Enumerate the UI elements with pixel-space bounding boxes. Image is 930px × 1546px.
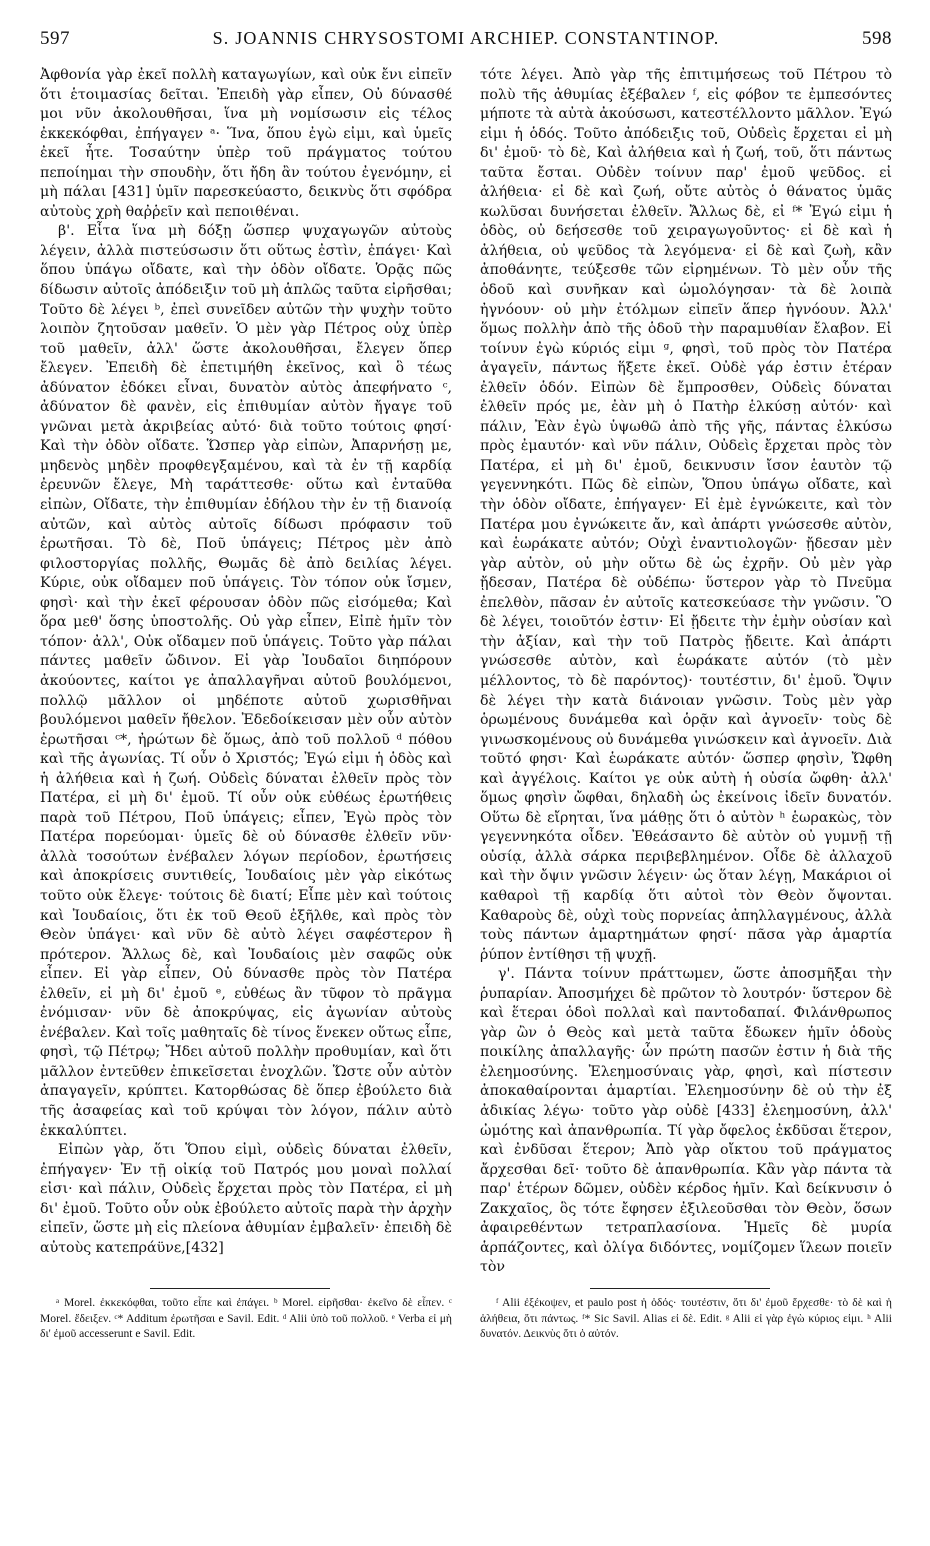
- footnote-text-right: ᶠ Alii ἐξέκοψεν, et paulo post ἡ ὁδός· τουτέστιν, ὅτι δι' ἐμοῦ ἔρχεσθε· τὸ δὲ καὶ ἡ ἀλήθεια, ὅτι πάντως. ᶠ* Sic Savil. Alias εἰ δὲ. Edit. ᵍ Alii εἰ γὰρ ἐγὼ κύριος εἰμι. ʰ Alii δυνατόν. Δεικνὺς ὅτι ὁ αὐτόν.: [480, 1296, 892, 1340]
- paragraph: γ'. Πάντα τοίνυν πράττωμεν, ὥστε ἀποσμῆξαι τὴν ῥυπαρίαν. Ἀποσμήχει δὲ πρῶτον τὸ λουτρόν· ὕστερον δὲ καὶ ἕτεραι ὁδοὶ πολλαὶ καὶ παντοδαπαί. Φιλάνθρωπος γὰρ ὢν ὁ Θεὸς καὶ μετὰ ταῦτα ἔδωκεν ἡμῖν ὁδοὺς ποικίλης ἀπαλλαγῆς· ὧν πρώτη πασῶν ἐστιν ἡ διὰ τῆς ἐλεημοσύνης. Ἐλεημοσύναις γὰρ, φησὶ, καὶ πίστεσιν ἀποκαθαίρονται ἁμαρτίαι. Ἐλεημοσύνην δὲ οὐ τὴν ἐξ ἀδικίας λέγω· τοῦτο γὰρ οὐδὲ [433] ἐλεημοσύνη, ἀλλ' ὠμότης καὶ ἀπανθρωπία. Τί γὰρ ὄφελος ἐκδῦσαι ἕτερον, καὶ ἐνδῦσαι ἕτερον; Ἀπὸ γὰρ οἴκτου τοῦ πράγματος ἄρχεσθαι δεῖ· τοῦτο δὲ ἀπανθρωπία. Κἂν γὰρ πάντα τὰ παρ' ἑτέρων δῶμεν, οὐδὲν κέρδος ἡμῖν. Καὶ δείκνυσιν ὁ Ζακχαῖος, ὃς τότε ἔφησεν ἐξιλεοῦσθαι τὸν Θεὸν, ὅσων ἀφαιρεθέντων τετραπλασίονα. Ἡμεῖς δὲ μυρία ἁρπάζοντες, καὶ ὀλίγα διδόντες, νομίζομεν ἵλεων ποιεῖν τὸν: [480, 966, 892, 1276]
- paragraph: τότε λέγει. Ἀπὸ γὰρ τῆς ἐπιτιμήσεως τοῦ Πέτρου τὸ πολὺ τῆς ἀθυμίας ἐξέβαλεν ᶠ, εἰς φόβον τε ἐμπεσόντες μήποτε τὰ αὐτὰ ἀκούσωσι, κατεστέλλοντο μᾶλλον. Ἐγώ εἰμι ἡ ὁδός. Τοῦτο ἀπόδειξις τοῦ, Οὐδεὶς ἔρχεται εἰ μὴ δι' ἐμοῦ· τὸ δὲ, Καὶ ἀλήθεια καὶ ἡ ζωή, τοῦ, ὅτι πάντως ταῦτα ἔσται. Οὐδὲν τοίνυν παρ' ἐμοῦ ψεῦδος. εἰ ἀλήθεια· εἰ δὲ καὶ ζωή, οὔτε αὐτὸς ὁ θάνατος ὑμᾶς κωλῦσαι δυνήσεται ἐλθεῖν. Ἄλλως δὲ, εἰ ᶠ* Ἐγώ εἰμι ἡ ὁδὸς, οὐ δεήσεσθε τοῦ χειραγωγοῦντος· εἰ δὲ καὶ ἡ ἀλήθεια, οὐ ψεῦδος τὰ λεγόμενα· εἰ δὲ καὶ ζωὴ, κἂν ἀποθάνητε, τεύξεσθε τῶν εἰρημένων. Τὸ μὲν οὖν τῆς ὁδοῦ καὶ συνῆκαν καὶ ὡμολόγησαν· τὰ δὲ λοιπὰ ἠγνόουν· οὐ μὴν ἐτόλμων εἰπεῖν ἅπερ ἠγνόουν. Ἀλλ' ὅμως πολλὴν ἀπὸ τῆς ὁδοῦ τὴν παραμυθίαν ἔλαβον. Εἰ τοίνυν ἐγὼ κύριός εἰμι ᵍ, φησὶ, τοῦ πρὸς τὸν Πατέρα ἀγαγεῖν, πάντως ἥξετε ἐκεῖ. Οὐδὲ γάρ ἐστιν ἑτέραν ἐλθεῖν ὁδόν. Εἰπὼν δὲ ἔμπροσθεν, Οὐδεὶς δύναται ἐλθεῖν πρός με, ἐὰν μὴ ὁ Πατὴρ ἑλκύσῃ αὐτόν· καὶ πάλιν, Ἐὰν ἐγὼ ὑψωθῶ ἀπὸ τῆς γῆς, πάντας ἑλκύσω πρὸς ἐμαυτόν· καὶ νῦν πάλιν, Οὐδεὶς ἔρχεται πρὸς τὸν Πατέρα, εἰ μὴ δι' ἐμοῦ, δεικνυσιν ἴσον ἑαυτὸν τῷ γεγεννηκότι. Πῶς δὲ εἰπὼν, Ὅπου ὑπάγω οἴδατε, καὶ τὴν ὁδὸν οἴδατε, ἐπήγαγεν· Εἰ ἐμὲ ἐγνώκειτε, καὶ τὸν Πατέρα μου ἐγνώκειτε ἄν, καὶ ἀπάρτι γνώσεσθε αὐτὸν, καὶ ἑωράκατε αὐτόν; Οὐχὶ ἐναντιολογῶν· ᾔδεσαν μὲν γὰρ αὐτὸν, οὐ μὴν οὕτω δὲ ὡς ἐχρῆν. Οὐ μὲν γὰρ ᾔδεσαν, Πατέρα δὲ οὐδέπω· ὕστερον γὰρ τὸ Πνεῦμα ἐπελθὸν, πᾶσαν ἐν αὐτοῖς κατεσκεύασε τὴν γνῶσιν. Ὃ δὲ λέγει, τοιοῦτόν ἐστιν· Εἰ ᾔδειτε τὴν ἐμὴν οὐσίαν καὶ τὴν ἀξίαν, καὶ τὴν τοῦ Πατρὸς ᾔδειτε. Καὶ ἀπάρτι γνώσεσθε αὐτὸν, καὶ ἑωράκατε αὐτόν (τὸ μὲν μέλλοντος, τὸ δὲ παρόντος)· τουτέστιν, δι' ἐμοῦ. Ὄψιν δὲ λέγει τὴν κατὰ διάνοιαν γνῶσιν. Τοὺς μὲν γὰρ ὁρωμένους δυνάμεθα καὶ ὁρᾷν καὶ ἀγνοεῖν· τοὺς δὲ γινωσκομένους οὐ δυνάμεθα γινώσκειν καὶ ἀγνοεῖν. Διὰ τοῦτό φησι· Καὶ ἑωράκατε αὐτόν· ὥσπερ φησὶν, Ὤφθη καὶ ἀγγέλοις. Καίτοι γε οὐκ αὐτὴ ἡ οὐσία ὤφθη· ἀλλ' ὅμως φησὶν ὤφθαι, δηλαδὴ ὡς ἐκείνοις ἰδεῖν δυνατόν. Οὕτω δὲ εἴρηται, ἵνα μάθῃς ὅτι ὁ αὐτὸν ʰ ἑωρακὼς, τὸν γεγεννηκότα οἶδεν. Ἐθεάσαντο δὲ αὐτὸν οὐ γυμνῇ τῇ οὐσίᾳ, ἀλλὰ σάρκα περιβεβλημένον. Οἶδε δὲ ἀλλαχοῦ καὶ τὴν ὄψιν γνῶσιν λέγειν· ὡς ὅταν λέγῃ, Μακάριοι οἱ καθαροὶ τῇ καρδίᾳ ὅτι αὐτοὶ τὸν Θεὸν ὄψονται. Καθαροὺς δὲ, οὐχὶ τοὺς πορνείας ἀπηλλαγμένους, ἀλλὰ τοὺς πάντων ἁμαρτημάτων φησί· πᾶσα γὰρ ἁμαρτία ῥύπον ἐντίθησι τῇ ψυχῇ.: [480, 67, 892, 963]
- footnote-rule-left: [150, 1288, 330, 1289]
- footnotes: [40, 1276, 892, 1342]
- footnote-rule-right: [590, 1288, 770, 1289]
- page-number-left: 597: [40, 28, 70, 49]
- footnotes-left: [40, 1276, 452, 1342]
- left-column: [40, 66, 452, 1276]
- paragraph: Εἰπὼν γὰρ, ὅτι Ὅπου εἰμὶ, οὐδεὶς δύναται ἐλθεῖν, ἐπήγαγεν· Ἐν τῇ οἰκίᾳ τοῦ Πατρός μου μοναὶ πολλαί εἰσι· καὶ πάλιν, Οὐδεὶς ἔρχεται πρὸς τὸν Πατέρα, εἰ μὴ δι' ἐμοῦ. Τοῦτο οὖν οὐκ ἐβούλετο αὐτοῖς παρὰ τὴν ἀρχὴν εἰπεῖν, ὥστε μὴ εἰς πλείονα ἀθυμίαν ἐμβαλεῖν· ἐπειδὴ δὲ αὐτοὺς κατεπράϋνε,[432]: [40, 1142, 452, 1256]
- right-column: [480, 66, 892, 1276]
- footnote-text-left: ᵃ Morel. ἐκκεκόφθαι, τοῦτο εἶπε καὶ ἐπάγει. ᵇ Morel. εἰρῆσθαι· ἐκεῖνο δὲ εἶπεν. ᶜ Morel. ἔδειξεν. ᶜ* Additum ἐρωτῆσαι e Savil. Edit. ᵈ Alii ὑπὸ τοῦ πολλοῦ. ᵉ Verba εἰ μὴ δι' ἐμοῦ accesserunt e Savil. Edit.: [40, 1296, 452, 1340]
- text-columns: [40, 66, 892, 1276]
- footnotes-right: [480, 1276, 892, 1342]
- paragraph: β'. Εἶτα ἵνα μὴ δόξῃ ὥσπερ ψυχαγωγῶν αὐτοὺς λέγειν, ἀλλὰ πιστεύσωσιν ὅτι οὕτως ἐστὶν, ἐπάγει· Καὶ ὅπου ὑπάγω οἴδατε, καὶ τὴν ὁδὸν οἴδατε. Ὁρᾷς πῶς δίδωσιν αὐτοῖς ἀπόδειξιν τοῦ μὴ ἁπλῶς ταῦτα εἰρῆσθαι; Τοῦτο δὲ λέγει ᵇ, ἐπεὶ συνεῖδεν αὐτῶν τὴν ψυχὴν τοῦτο λοιπὸν ζητοῦσαν μαθεῖν. Ὁ μὲν γὰρ Πέτρος οὐχ ὑπὲρ τοῦ μαθεῖν, ἀλλ' ὥστε ἀκολουθῆσαι, ἔλεγεν ὅπερ ἔλεγεν. Ἐπειδὴ δὲ ἐπετιμήθη ἐκεῖνος, καὶ ὃ τέως ἀδύνατον ἐδόκει εἶναι, δυνατὸν αὐτὸς ἀπεφήνατο ᶜ, ἀδύνατον δὲ φανὲν, εἰς ἐπιθυμίαν αὐτὸν ἤγαγε τοῦ γνῶναι μετὰ ἀκριβείας αὐτό· διὰ τοῦτο τούτοις φησί· Καὶ τὴν ὁδὸν οἴδατε. Ὥσπερ γὰρ εἰπὼν, Ἀπαρνήσῃ με, μηδενὸς μηδὲν προφθεγξαμένου, καὶ τὰ ἐν τῇ καρδίᾳ ἐρευνῶν ἔλεγε, Μὴ ταράττεσθε· οὕτω καὶ ἐνταῦθα εἰπὼν, Οἴδατε, τὴν ἐπιθυμίαν ἐδήλου τὴν ἐν τῇ διανοίᾳ αὐτῶν, καὶ αὐτὸς αὐτοῖς δίδωσι πρόφασιν τοῦ ἐρωτῆσαι. Τὸ δὲ, Ποῦ ὑπάγεις; Πέτρος μὲν ἀπὸ φιλοστοργίας πολλῆς, Θωμᾶς δὲ ἀπὸ δειλίας λέγει. Κύριε, οὐκ οἴδαμεν ποῦ ὑπάγεις. Τὸν τόπον οὐκ ἴσμεν, φησὶ· καὶ τὴν ἐκεῖ φέρουσαν ὁδὸν πῶς εἰσόμεθα; Καὶ ὅρα μεθ' ὅσης ὑποστολῆς. Οὐ γὰρ εἶπεν, Εἰπὲ ἡμῖν τὸν τόπον· ἀλλ', Οὐκ οἴδαμεν ποῦ ὑπάγεις. Τοῦτο γὰρ πάλαι πάντες μαθεῖν ὤδινον. Εἰ γὰρ Ἰουδαῖοι διηπόρουν ἀκούοντες, καίτοι γε ἀπαλλαγῆναι αὐτοῦ βουλόμενοι, πολλῷ μᾶλλον οἱ μηδέποτε αὐτοῦ χωρισθῆναι βουλόμενοι μαθεῖν ἤθελον. Ἐδεδοίκεισαν μὲν οὖν αὐτὸν ἐρωτῆσαι ᶜ*, ἠρώτων δὲ ὅμως, ἀπὸ τοῦ πολλοῦ ᵈ πόθου καὶ τῆς ἀγωνίας. Τί οὖν ὁ Χριστός; Ἐγώ εἰμι ἡ ὁδὸς καὶ ἡ ἀλήθεια καὶ ἡ ζωή. Οὐδεὶς δύναται ἐλθεῖν πρὸς τὸν Πατέρα, εἰ μὴ δι' ἐμοῦ. Τί οὖν οὐκ εὐθέως ἐρωτήθεις παρὰ τοῦ Πέτρου, Ποῦ ὑπάγεις; εἶπεν, Ἐγὼ πρὸς τὸν Πατέρα πορεύομαι· ὑμεῖς δὲ οὐ δύνασθε ἐλθεῖν νῦν· ἀλλὰ τοσούτων ἐνέβαλεν λόγων περίοδον, ἐρωτήσεις καὶ ἀποκρίσεις συντιθείς, Ἰουδαίοις μὲν γὰρ εἰκότως τοῦτο οὐκ ἔλεγε· τούτοις δὲ διατί; Εἶπε μὲν καὶ τούτοις καὶ Ἰουδαίοις, ὅτι ἐκ τοῦ Θεοῦ ἐξῆλθε, καὶ πρὸς τὸν Θεὸν ὑπάγει· καὶ νῦν δὲ αὐτὸ λέγει σαφέστερον ἢ πρότερον. Ἄλλως δὲ, καὶ Ἰουδαίοις μὲν σαφῶς οὐκ εἶπεν. Εἰ γὰρ εἶπεν, Οὐ δύνασθε πρὸς τὸν Πατέρα ἐλθεῖν, εἰ μὴ δι' ἐμοῦ ᵉ, εὐθέως ἂν τῦφον τὸ πρᾶγμα ἐνόμισαν· νῦν δὲ ἀποκρύψας, εἰς ἀγωνίαν αὐτοὺς ἐνέβαλεν. Καὶ τοῖς μαθηταῖς δὲ τίνος ἕνεκεν οὕτως εἶπε, φησὶ, τῷ Πέτρῳ; Ἤδει αὐτοῦ πολλὴν προθυμίαν, καὶ ὅτι μᾶλλον ἐντεῦθεν ἐπικεῖσεται ἐνοχλῶν. Ὥστε οὖν αὐτὸν ἀπαγαγεῖν, κρύπτει. Κατορθώσας δὲ ὅπερ ἐβούλετο διὰ τῆς ἀσαφείας καὶ τοῦ κρύψαι τὸν λόγον, πάλιν αὐτὸ ἐκκαλύπτει.: [40, 223, 452, 1139]
- running-header: [40, 28, 892, 62]
- running-title: S. JOANNIS CHRYSOSTOMI ARCHIEP. CONSTANTINOP.: [212, 28, 720, 48]
- page-number-right: 598: [862, 28, 892, 49]
- paragraph: Ἀφθονία γὰρ ἐκεῖ πολλὴ καταγωγίων, καὶ οὐκ ἔνι εἰπεῖν ὅτι ἑτοιμασίας δεῖται. Ἐπειδὴ γὰρ εἶπεν, Οὐ δύνασθέ μοι νῦν ἀκολουθῆσαι, ἵνα μὴ νομίσωσιν εἰς τέλος ἐκκεκόφθαι, ἐπήγαγεν ᵃ· Ἵνα, ὅπου ἐγὼ εἰμι, καὶ ὑμεῖς ἐκεῖ ἦτε. Τοσαύτην ὑπὲρ τοῦ πράγματος τούτου πεποίημαι τὴν σπουδὴν, ὅτι ἤδη ἂν τούτου ἐγενόμην, εἰ μὴ πάλαι [431] ὑμῖν παρεσκεύαστο, δεικνὺς ὅτι σφόδρα αὐτοὺς χρὴ θαῤῥεῖν καὶ πεποιθέναι.: [40, 67, 452, 220]
